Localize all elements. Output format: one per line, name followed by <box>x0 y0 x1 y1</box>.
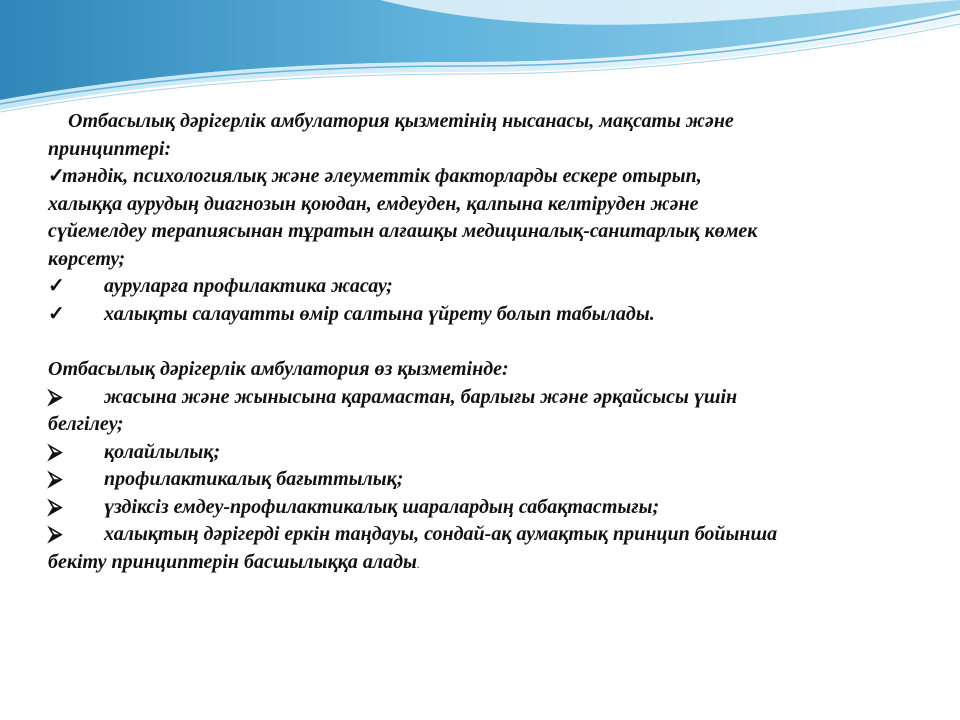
arrow-bullet-icon: ⮚ <box>48 523 63 545</box>
section1-item1-line3: сүйемелдеу терапиясынан тұратын алғашқы медициналық-санитарлық көмек <box>48 220 758 242</box>
list-item <box>48 521 910 549</box>
section2-item3: профилактикалық бағыттылық; <box>104 468 404 490</box>
section1-item1-line2: халыққа аурудың диагнозын қоюдан, емдеуден, қалпына келтіруден және <box>48 192 699 215</box>
section2-item2: қолайлылық; <box>104 440 221 463</box>
arrow-bullet-icon: ⮚ <box>48 495 63 518</box>
list-item <box>48 384 910 412</box>
list-item <box>48 494 910 522</box>
slide-body <box>48 108 910 578</box>
list-item <box>48 273 910 301</box>
section2-heading: Отбасылық дәрігерлік амбулатория өз қызметінде: <box>48 358 509 380</box>
checkmark-icon: ✓ <box>48 275 65 297</box>
list-item <box>48 301 910 329</box>
list-item <box>48 439 910 467</box>
section1-item2: ауруларға профилактика жасау; <box>104 275 393 297</box>
section1-item1-line4: көрсету; <box>48 247 126 270</box>
checkmark-icon: ✓ <box>48 165 65 187</box>
section2-item5-line2-wrap <box>48 549 910 579</box>
section2-item5-line2: бекіту принциптерін басшылыққа алады <box>48 550 417 573</box>
section1-item1-line1: тәндік, психологиялық және әлеуметтік факторларды ескере отырып, <box>62 165 702 187</box>
section1-item3: халықты салауатты өмір салтына үйрету болып табылады. <box>104 302 655 325</box>
arrow-bullet-icon: ⮚ <box>48 440 63 463</box>
section2-item5-line1: халықтың дәрігерді еркін таңдауы, сондай-ақ аумақтық принцип бойынша <box>104 523 778 545</box>
section-spacer <box>48 328 910 356</box>
checkmark-icon: ✓ <box>48 302 65 325</box>
section1-heading-line1: Отбасылық дәрігерлік амбулатория қызметінің нысанасы, мақсаты және <box>68 110 734 132</box>
section2-item1-line1: жасына және жынысына қарамастан, барлығы және әрқайсысы үшін <box>104 385 738 408</box>
section2-item4: үздіксіз емдеу-профилактикалық шаралардың сабақтастығы; <box>104 495 660 518</box>
section1-heading-line2: принциптері: <box>48 137 172 160</box>
arrow-bullet-icon: ⮚ <box>48 385 63 408</box>
section2-item1-line2: белгілеу; <box>48 413 124 435</box>
list-item <box>48 466 910 494</box>
arrow-bullet-icon: ⮚ <box>48 468 63 490</box>
list-item <box>48 163 910 191</box>
end-dot: . <box>416 556 420 571</box>
